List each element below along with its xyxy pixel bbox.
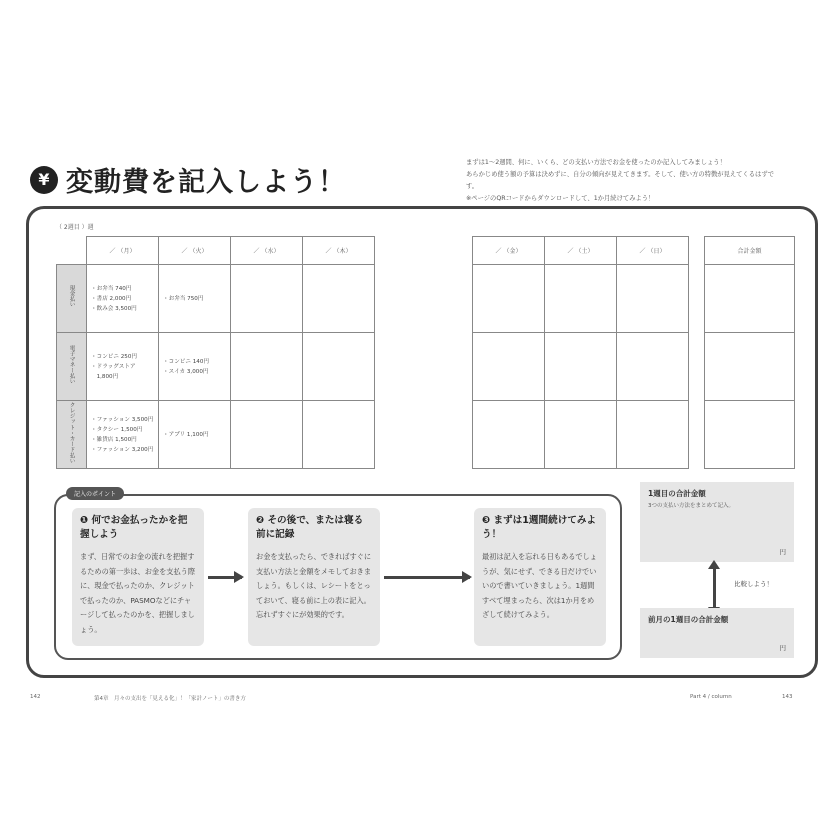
- total-cell[interactable]: [705, 401, 795, 469]
- day-header: ／ （土）: [545, 237, 617, 265]
- arrow-right-icon: [384, 576, 470, 579]
- page-number-right: 143: [782, 694, 793, 700]
- compare-label: 比較しよう！: [734, 580, 773, 588]
- entry-item: ・お弁当 750円: [163, 295, 204, 302]
- expense-table-right: [472, 236, 689, 469]
- table-header-row: [705, 237, 795, 265]
- day-header: ／ （水）: [231, 237, 303, 265]
- chapter-line: 第4章 月々の支出を「見える化」！「家計ノート」の書き方: [94, 696, 246, 702]
- entry-cell[interactable]: [231, 401, 303, 469]
- entry-cell[interactable]: [303, 401, 375, 469]
- entry-cell[interactable]: [545, 265, 617, 333]
- row-label-cash: 現金払い: [57, 265, 87, 333]
- day-header: ／ （火）: [159, 237, 231, 265]
- yen-unit: 円: [779, 548, 786, 556]
- entry-item: ・スイカ 3,000円: [163, 368, 209, 375]
- prev-month-total-box[interactable]: [640, 608, 794, 658]
- total-table: [704, 236, 795, 469]
- yen-icon: ¥: [30, 166, 58, 194]
- week-total-title: 1週目の合計金額: [648, 489, 706, 498]
- step-card: [72, 508, 204, 646]
- step-title: ❷ その後で、または寝る前に記録: [256, 515, 364, 540]
- entry-cell[interactable]: [617, 333, 689, 401]
- step-body: お金を支払ったら、できればすぐに支払い方法と金額をメモしておきましょう。もしくは、レシートをとっておいて、寝る前に上の表に記入。忘れずすぐにが効果的です。: [256, 552, 372, 619]
- step-title: ❸ まずは1週間続けてみよう！: [482, 515, 597, 540]
- step-card: [248, 508, 380, 646]
- table-header-row: [473, 237, 689, 265]
- total-header: 合計金額: [705, 237, 795, 265]
- row-label-credit: クレジット・カード払い: [57, 401, 87, 469]
- table-row: [705, 401, 795, 469]
- double-arrow-icon: [713, 568, 716, 608]
- intro-text: [466, 157, 786, 205]
- table-row: [57, 401, 375, 469]
- total-cell[interactable]: [705, 265, 795, 333]
- table-row: [57, 265, 375, 333]
- title-text: 変動費を記入しよう！: [66, 167, 346, 198]
- step-body: 最初は記入を忘れる日もあるでしょうが、気にせず、できる日だけでいいので書いていきましょう。1週間すべて埋まったら、次は1か月をめざして続けてみよう。: [482, 552, 597, 619]
- step-card: [474, 508, 606, 646]
- day-header: ／ （月）: [87, 237, 159, 265]
- day-header: ／ （木）: [303, 237, 375, 265]
- entry-cell[interactable]: [159, 265, 231, 333]
- entry-item: ・ドラッグストア: [91, 363, 136, 370]
- table-corner: [57, 237, 87, 265]
- table-header-row: [57, 237, 375, 265]
- step-body: まず、日常でのお金の流れを把握するための第一歩は、お金を支払う際に、現金で払ったのか、クレジットで払ったのか、PASMOなどにチャージして払ったのかを、把握しましょう。: [80, 552, 196, 634]
- entry-cell[interactable]: [303, 265, 375, 333]
- entry-cell[interactable]: [473, 265, 545, 333]
- entry-cell[interactable]: [231, 333, 303, 401]
- day-header: ／ （金）: [473, 237, 545, 265]
- intro-line: ※ページのQRコードからダウンロードして、1か月続けてみよう！: [466, 195, 655, 202]
- entry-cell[interactable]: [231, 265, 303, 333]
- tips-tag: 記入のポイント: [66, 487, 124, 500]
- expense-table-left: [56, 236, 375, 469]
- entry-item: ・お弁当 740円: [91, 285, 132, 292]
- total-cell[interactable]: [705, 333, 795, 401]
- entry-item: ・コンビニ 250円: [91, 353, 138, 360]
- intro-line: まずは1～2週間、何に、いくら、どの支払い方法でお金を使ったのか記入してみましょう！: [466, 159, 726, 166]
- entry-cell[interactable]: [87, 401, 159, 469]
- entry-cell[interactable]: [473, 333, 545, 401]
- entry-item: ・タクシー 1,500円: [91, 426, 143, 433]
- entry-cell[interactable]: [545, 401, 617, 469]
- entry-cell[interactable]: [617, 265, 689, 333]
- week-total-subtitle: 3つの支払い方法をまとめて記入。: [648, 503, 735, 509]
- entry-cell[interactable]: [303, 333, 375, 401]
- prev-month-total-title: 前月の1週目の合計金額: [648, 615, 729, 624]
- step-title: ❶ 何でお金払ったかを把握しよう: [80, 515, 188, 540]
- table-row: [473, 401, 689, 469]
- entry-cell[interactable]: [473, 401, 545, 469]
- entry-item: ・アプリ 1,100円: [163, 431, 209, 438]
- entry-cell[interactable]: [87, 333, 159, 401]
- section-label: Part 4 / column: [690, 694, 732, 700]
- page-title: [30, 160, 346, 199]
- week-label: （ 2週目 ）週: [56, 224, 94, 231]
- arrow-right-icon: [208, 576, 242, 579]
- entry-cell[interactable]: [159, 333, 231, 401]
- entry-cell[interactable]: [87, 265, 159, 333]
- table-row: [705, 265, 795, 333]
- entry-cell[interactable]: [159, 401, 231, 469]
- yen-unit: 円: [779, 644, 786, 652]
- table-row: [705, 333, 795, 401]
- page-number-left: 142: [30, 694, 41, 700]
- entry-cell[interactable]: [617, 401, 689, 469]
- week-total-box[interactable]: [640, 482, 794, 562]
- intro-line: あらかじめ使う額の予算は決めずに、自分の傾向が見えてきます。そして、使い方の特徴が見えてくるはずです。: [466, 171, 775, 190]
- table-row: [57, 333, 375, 401]
- entry-item: 1,800円: [91, 373, 119, 380]
- entry-item: ・飲み会 3,500円: [91, 305, 137, 312]
- entry-item: ・ファッション 3,200円: [91, 446, 154, 453]
- entry-item: ・雑貨店 1,500円: [91, 436, 137, 443]
- row-label-emoney: 電子マネー払い: [57, 333, 87, 401]
- entry-item: ・書店 2,000円: [91, 295, 132, 302]
- table-row: [473, 265, 689, 333]
- table-row: [473, 333, 689, 401]
- entry-item: ・コンビニ 140円: [163, 358, 210, 365]
- day-header: ／ （日）: [617, 237, 689, 265]
- entry-cell[interactable]: [545, 333, 617, 401]
- entry-item: ・ファッション 3,500円: [91, 416, 154, 423]
